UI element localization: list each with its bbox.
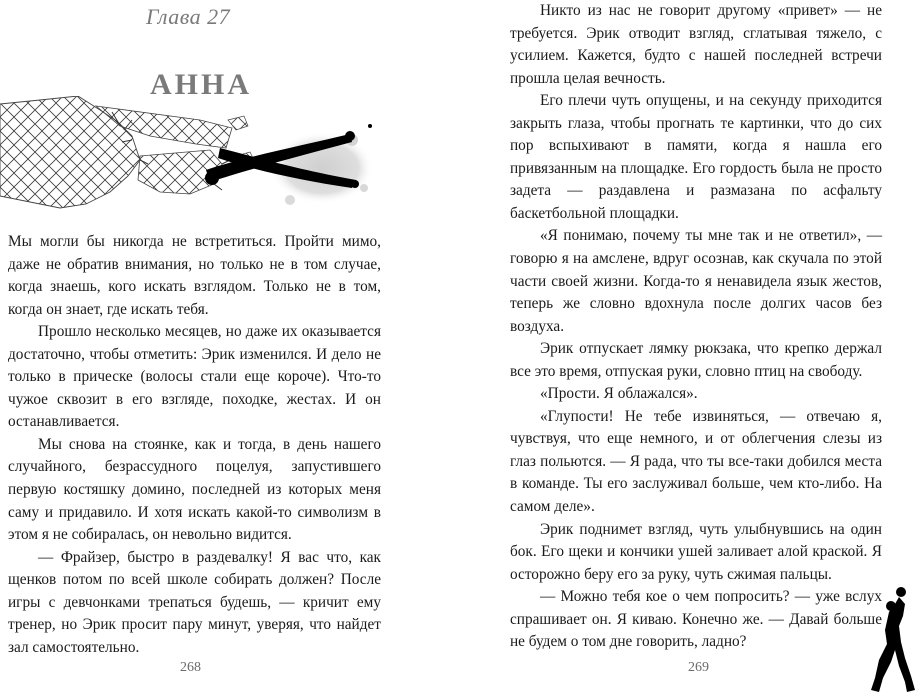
paragraph: Эрик отпускает лямку рюкзака, что крепко держал все это время, отпуская руки, словно птиц на свободу. [510, 340, 882, 380]
torn-fence-illustration [0, 96, 380, 222]
paragraph: Мы могли бы никогда не встретиться. Пройти мимо, даже не обратив внимания, но только не в том случае, когда знаешь, кого искать взглядом. Только не в том, когда он знает, где искать тебя. [8, 233, 381, 318]
basketball-player-silhouette [869, 586, 917, 696]
right-body-text [510, 0, 882, 654]
paragraph: «Глупости! Не тебе извиняться, — отвечаю я, чувствуя, что еще немного, и от облегчения слезы из глаз польются. — Я рада, что ты все-таки добился места в команде. Ты его заслуживал больше, чем кто-либо. На самом деле». [510, 407, 882, 516]
page-number-left: 268 [180, 660, 201, 675]
right-page [460, 0, 919, 699]
paragraph: — Можно тебя кое о чем попросить? — уже вслух спрашивает он. Я киваю. Конечно же. — Давай больше не будем о том дне говорить, ладно? [510, 588, 882, 651]
paragraph: «Я понимаю, почему ты мне так и не ответил», — говорю я на амслене, вдруг осознав, как скучала по этой части своей жизни. Когда-то я ненавидела язык жестов, теперь же словно вдохнула после долгих часов без воздуха. [510, 227, 882, 335]
paragraph: Никто из нас не говорит другому «привет» — не требуется. Эрик отводит взгляд, сглатывая тяжело, с усилием. Кажется, будто с нашей последней встречи прошла целая вечность. [510, 2, 882, 87]
paragraph: Мы снова на стоянке, как и тогда, в день нашего случайного, безрассудного поцелуя, запустившего первую костяшку домино, последней из которых меня саму и придавило. И хотя искать какой-то символизм в этом я не собиралась, он невольно видится. [8, 435, 381, 544]
page-number-right: 269 [688, 660, 709, 675]
chapter-title: Глава 27 [146, 4, 231, 29]
paragraph: Эрик поднимет взгляд, чуть улыбнувшись на один бок. Его щеки и кончики ушей заливает алой краской. Я осторожно беру его за руку, чуть сжимая пальцы. [510, 520, 882, 583]
left-body-text [8, 231, 381, 659]
paragraph: «Прости. Я облажался». [540, 385, 698, 403]
paragraph: Прошло несколько месяцев, но даже их оказывается достаточно, чтобы отметить: Эрик изменился. И дело не только в прическе (волосы стали еще короче). Что-то чужое сквозит в его взгляде, походке, жестах. И он останавливается. [8, 323, 381, 431]
paragraph: — Фрайзер, быстро в раздевалку! Я вас что, как щенков потом по всей школе собирать должен? После игры с девчонками трепаться будешь, — кричит ему тренер, но Эрик просит пару минут, уверяя, что найдет зал самостоятельно. [8, 548, 381, 656]
character-name: АННА [150, 68, 252, 101]
paragraph: Его плечи чуть опущены, и на секунду приходится закрыть глаза, чтобы прогнать те картинки, что до сих пор вспыхивают в памяти, когда я нашла его привязанным на площадке. Его гордость была не просто задета — раздавлена и размазана по асфальту баскетбольной площадки. [510, 92, 882, 222]
